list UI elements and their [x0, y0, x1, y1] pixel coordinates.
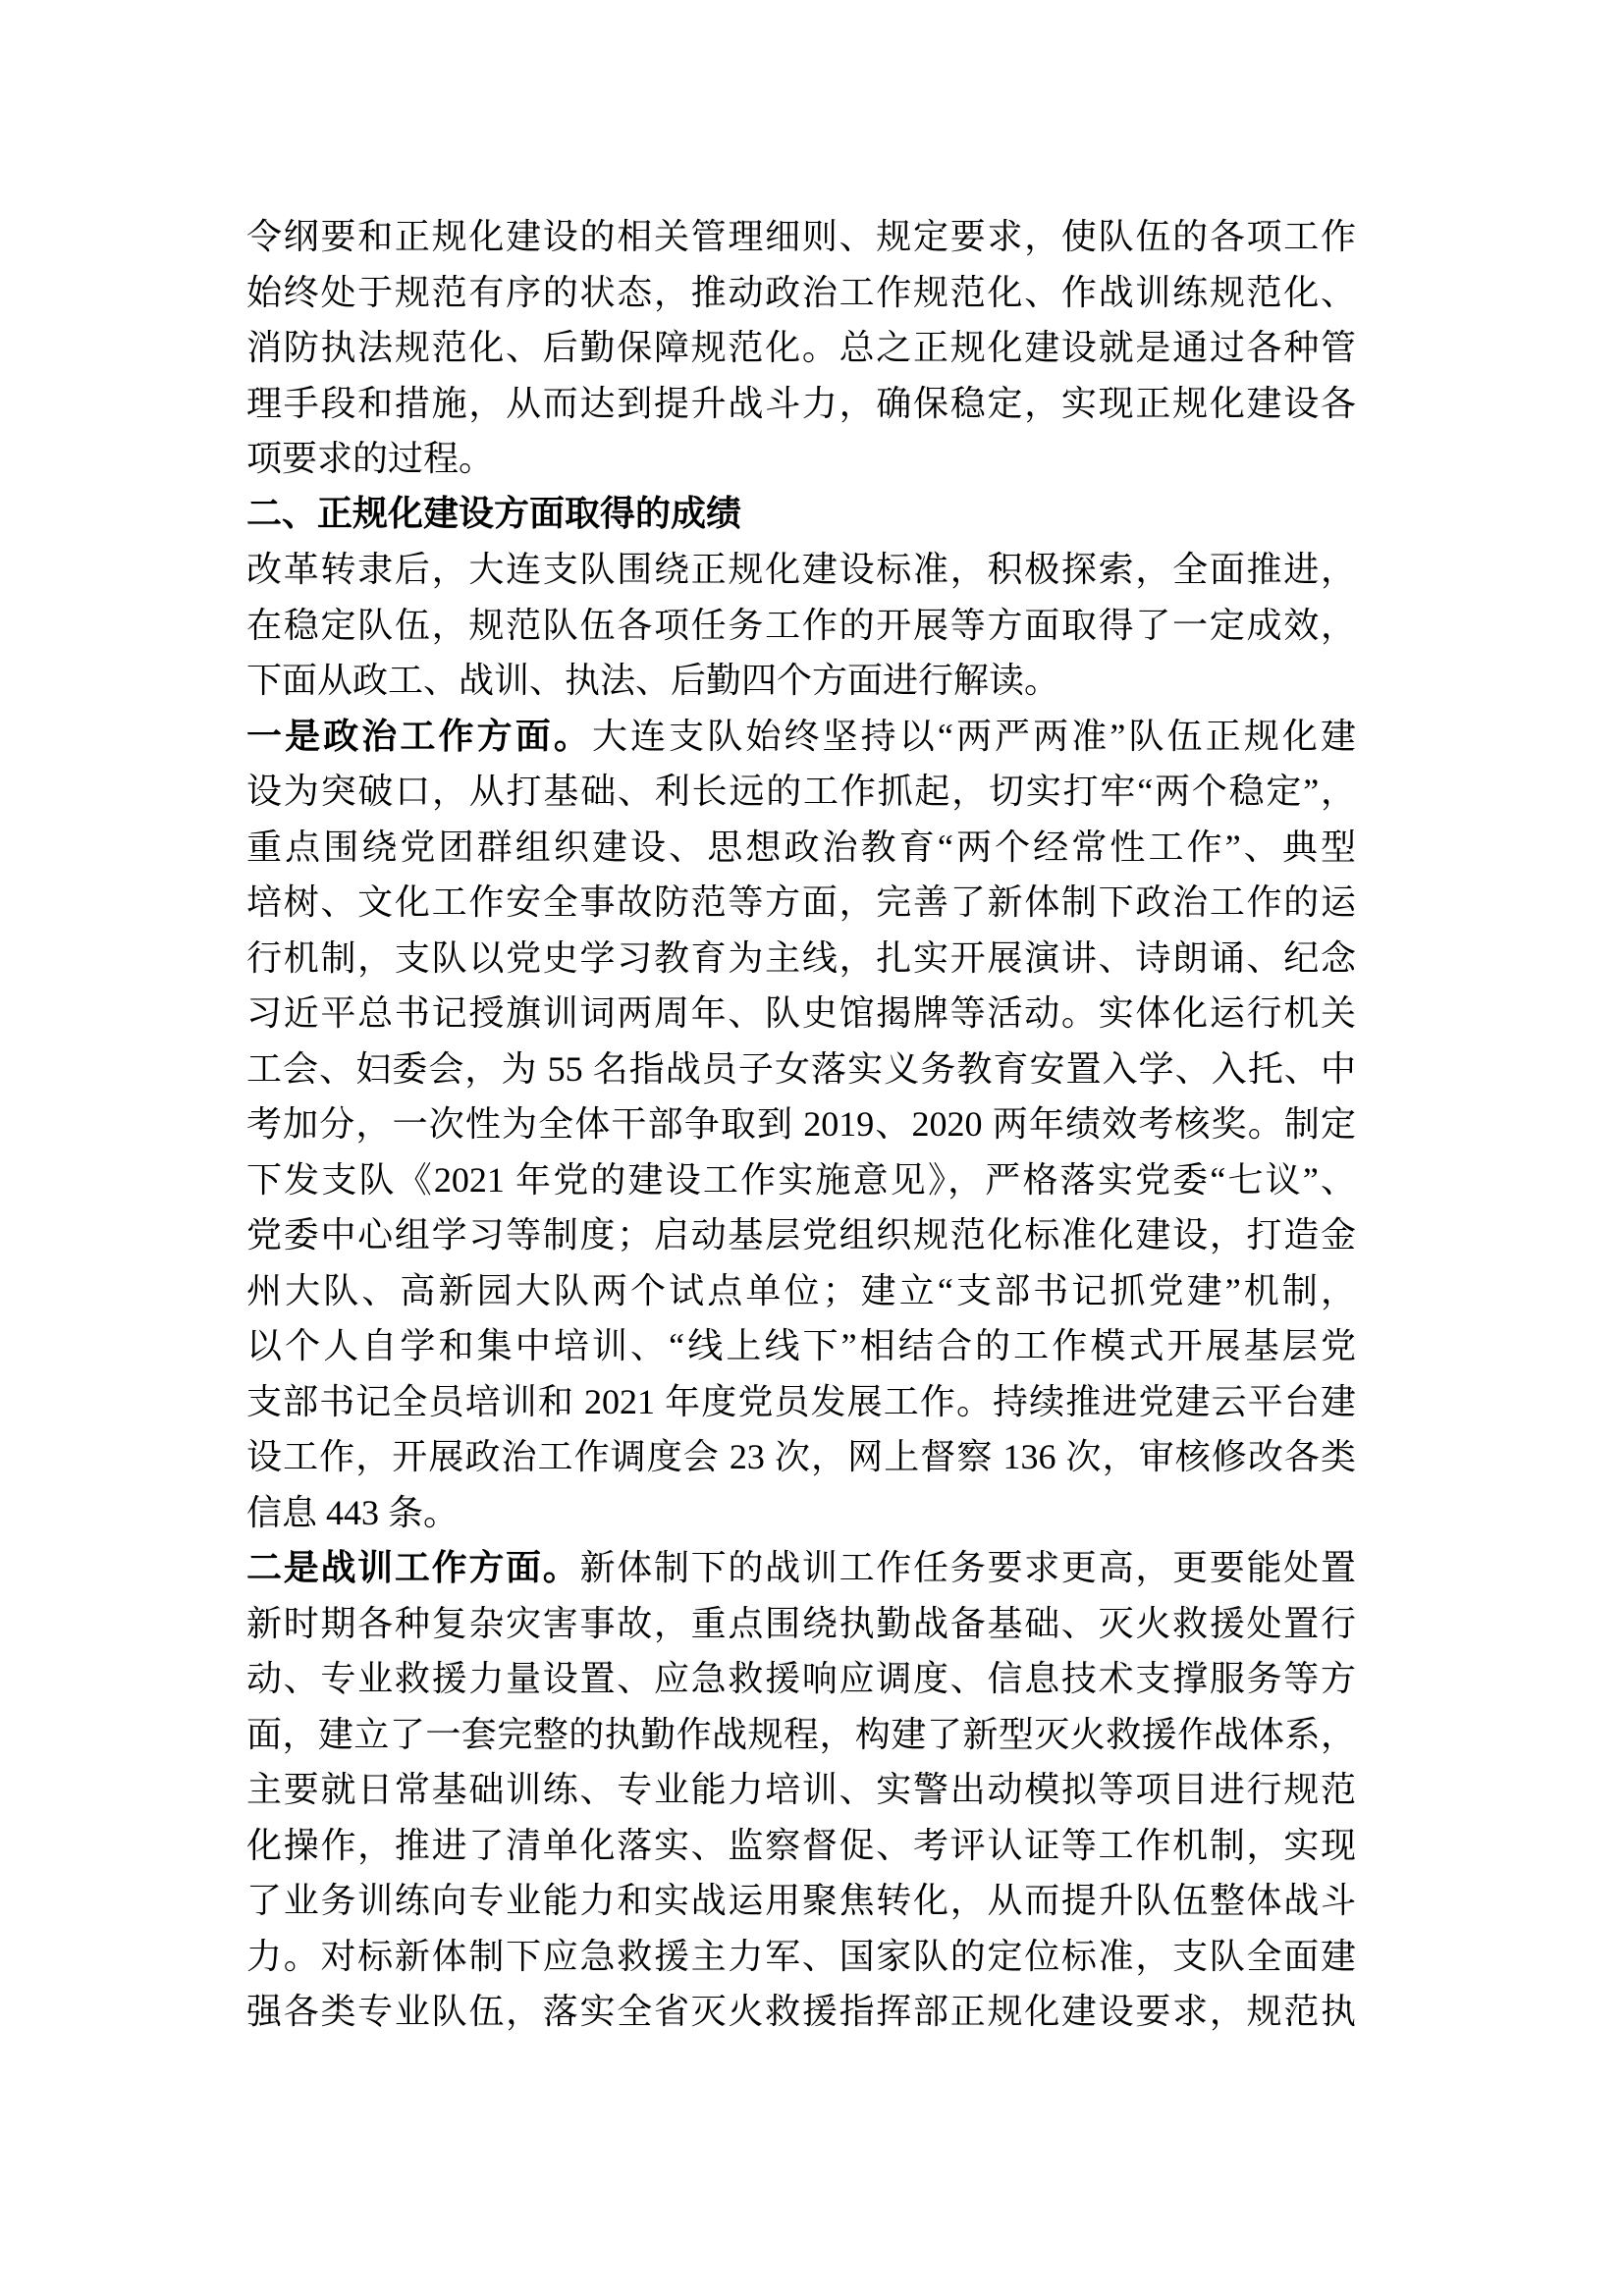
text-line: 支部书记全员培训和 2021 年度党员发展工作。持续推进党建云平台建 — [246, 1381, 1356, 1421]
text-line: 考加分，一次性为全体干部争取到 2019、2020 两年绩效考核奖。制定 — [246, 1104, 1356, 1144]
text-line: 信息 443 条。 — [246, 1492, 460, 1532]
text-line: 在稳定队伍，规范队伍各项任务工作的开展等方面取得了一定成效， — [246, 605, 1356, 645]
text-line: 主要就日常基础训练、专业能力培训、实警出动模拟等项目进行规范 — [246, 1770, 1356, 1809]
text-line: 动、专业救援力量设置、应急救援响应调度、信息技术支撑服务等方 — [246, 1659, 1356, 1698]
text-line: 化操作，推进了清单化落实、监察督促、考评认证等工作机制，实现 — [246, 1825, 1356, 1865]
text-line: 下面从政工、战训、执法、后勤四个方面进行解读。 — [246, 661, 1060, 700]
text-line: 始终处于规范有序的状态，推动政治工作规范化、作战训练规范化、 — [246, 272, 1356, 312]
text-line: 州大队、高新园大队两个试点单位；建立“支部书记抓党建”机制， — [246, 1270, 1356, 1310]
text-line: 强各类专业队伍，落实全省灭火救援指挥部正规化建设要求，规范执 — [246, 1992, 1356, 2031]
text-line: 以个人自学和集中培训、“线上线下”相结合的工作模式开展基层党 — [246, 1326, 1356, 1365]
text-line-first — [246, 1540, 1356, 1596]
text-line: 理手段和措施，从而达到提升战斗力，确保稳定，实现正规化建设各 — [246, 383, 1356, 423]
text-line-first — [246, 709, 1356, 765]
text-line: 设为突破口，从打基础、利长远的工作抓起，切实打牢“两个稳定”， — [246, 772, 1356, 811]
text-line: 习近平总书记授旗训词两周年、队史馆揭牌等活动。实体化运行机关 — [246, 993, 1356, 1033]
text-line: 培树、文化工作安全事故防范等方面，完善了新体制下政治工作的运 — [246, 882, 1356, 922]
paragraph-political-work — [246, 709, 1356, 1541]
text-line: 下发支队《2021 年党的建设工作实施意见》，严格落实党委“七议”、 — [246, 1159, 1356, 1200]
text-line: 工会、妇委会，为 55 名指战员子女落实义务教育安置入学、入托、中 — [246, 1048, 1356, 1089]
text-line: 改革转隶后，大连支队围绕正规化建设标准，积极探索，全面推进， — [246, 550, 1356, 589]
text-line: 新时期各种复杂灾害事故，重点围绕执勤战备基础、灭火救援处置行 — [246, 1603, 1356, 1643]
text-line: 令纲要和正规化建设的相关管理细则、规定要求，使队伍的各项工作 — [246, 217, 1356, 256]
document-body — [246, 209, 1356, 2040]
text-line: 消防执法规范化、后勤保障规范化。总之正规化建设就是通过各种管 — [246, 328, 1356, 367]
text-line: 面，建立了一套完整的执勤作战规程，构建了新型灭火救援作战体系， — [246, 1714, 1356, 1754]
text-run: 大连支队始终坚持以“两严两准”队伍正规化建 — [591, 716, 1356, 756]
paragraph-achievements-intro — [246, 542, 1356, 709]
text-line: 力。对标新体制下应急救援主力军、国家队的定位标准，支队全面建 — [246, 1936, 1356, 1976]
paragraph-lead-bold: 二是战训工作方面。 — [246, 1548, 580, 1588]
paragraph-intro-continuation — [246, 209, 1356, 487]
paragraph-combat-training — [246, 1540, 1356, 2040]
text-line: 项要求的过程。 — [246, 439, 495, 478]
text-line: 重点围绕党团群组织建设、思想政治教育“两个经常性工作”、典型 — [246, 827, 1356, 867]
section-heading: 二、正规化建设方面取得的成绩 — [246, 493, 742, 534]
text-line: 党委中心组学习等制度；启动基层党组织规范化标准化建设，打造金 — [246, 1215, 1356, 1255]
text-line: 行机制，支队以党史学习教育为主线，扎实开展演讲、诗朗诵、纪念 — [246, 937, 1356, 978]
text-line: 了业务训练向专业能力和实战运用聚焦转化，从而提升队伍整体战斗 — [246, 1881, 1356, 1920]
paragraph-lead-bold: 一是政治工作方面。 — [246, 716, 592, 757]
text-run: 新体制下的战训工作任务要求更高，更要能处置 — [579, 1548, 1356, 1587]
text-line: 设工作，开展政治工作调度会 23 次，网上督察 136 次，审核修改各类 — [246, 1437, 1356, 1476]
